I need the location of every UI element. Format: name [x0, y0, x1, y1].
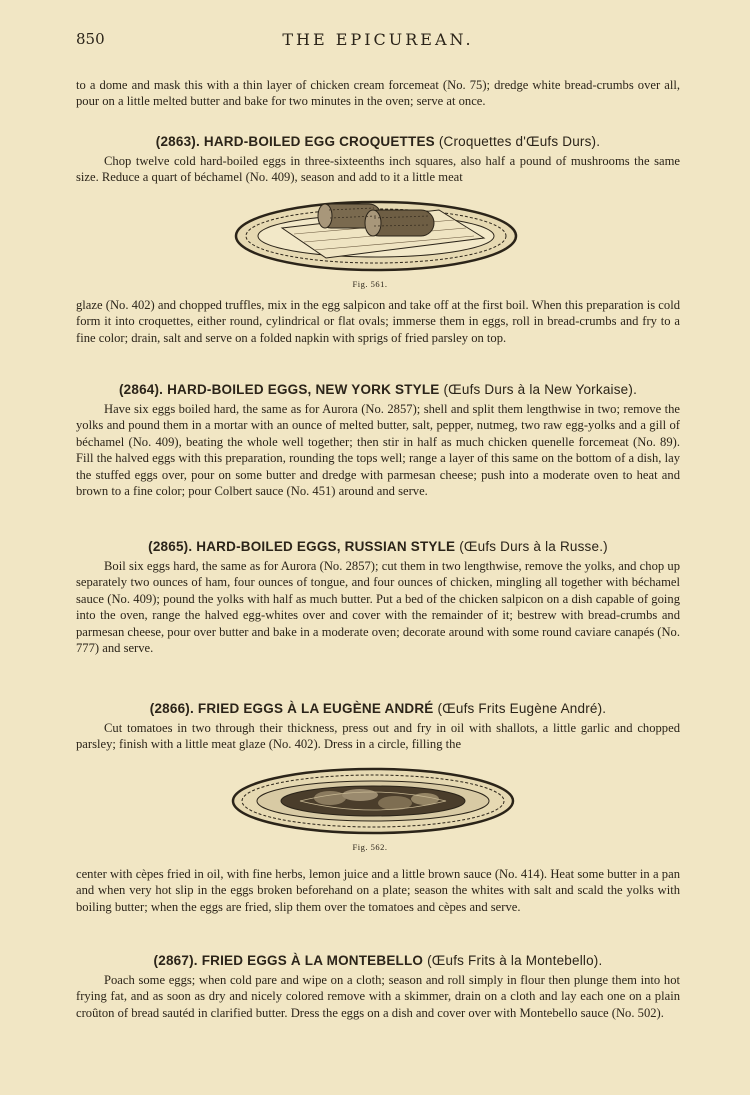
- recipe-number: (2865).: [148, 539, 193, 554]
- recipe-2866-continued: [76, 866, 680, 915]
- recipe-heading: [76, 952, 680, 970]
- recipe-heading: [76, 381, 680, 399]
- recipe-french-title: (Œufs Durs à la Russe.): [459, 539, 608, 554]
- recipe-french-title: (Œufs Frits Eugène André).: [437, 701, 607, 716]
- recipe-text-after-figure: glaze (No. 402) and chopped truffles, mix in the egg salpicon and take off at the first boil. When this preparation is cold form it into croquettes, either round, cylindrical or flat ovals; immerse them in eggs, roll in bread-crumbs and fry to a fine color; drain, salt and serve on a folded napkin with sprigs of fried parsley on top.: [76, 298, 680, 345]
- eggs-tomatoes-platter-illustration: [230, 765, 520, 841]
- recipe-text: Have six eggs boiled hard, the same as for Aurora (No. 2857); shell and split them lengthwise in two; remove the yolks and pound them in a mortar with an ounce of melted butter, salt, pepper, nutmeg, two raw egg-yolks and a gill of béchamel (No. 409), beating the whole well together; then stir in half as much chicken quenelle forcemeat (No. 89). Fill the halved eggs with this preparation, rounding the tops well; range a layer of this same on the bottom of a dish, lay the stuffed eggs over, pour on some butter and dredge with parmesan cheese; push into a moderate oven to heat and brown to a fine color; pour Colbert sauce (No. 451) around and serve.: [76, 402, 680, 499]
- page-number: 850: [76, 30, 105, 48]
- recipe-2863-continued: [76, 297, 680, 346]
- recipe-title: HARD-BOILED EGGS, RUSSIAN STYLE: [196, 539, 456, 554]
- croquettes-platter-illustration: [234, 198, 524, 282]
- recipe-2865: [76, 538, 680, 656]
- figure-caption: Fig. 562.: [352, 842, 388, 852]
- recipe-number: (2866).: [149, 701, 194, 716]
- figure-caption: Fig. 561.: [352, 279, 388, 289]
- recipe-text: Boil six eggs hard, the same as for Aurora (No. 2857); cut them in two lengthwise, remove the yolks, and chop up separately two ounces of ham, four ounces of tongue, and four ounces of chicken, mingling all together with béchamel sauce (No. 409); pound the yolks with half as much butter. Put a bed of the chicken salpicon on a dish capable of going into the oven, range the halved egg-whites over and cover with the remainder of it; bestrew with bread-crumbs and parmesan cheese, pour over butter and bake in a moderate oven; decorate around with some round caviare canapés (No. 777) and serve.: [76, 559, 680, 656]
- recipe-2866: [76, 700, 680, 753]
- recipe-title: HARD-BOILED EGGS, NEW YORK STYLE: [167, 382, 440, 397]
- recipe-text-before-figure: Chop twelve cold hard-boiled eggs in three-sixteenths inch squares, also half a pound of mushrooms the same size. Reduce a quart of béchamel (No. 409), season and add to it a little meat: [76, 154, 680, 185]
- recipe-heading: [76, 700, 680, 718]
- recipe-title: FRIED EGGS À LA EUGÈNE ANDRÉ: [197, 701, 434, 716]
- recipe-french-title: (Œufs Frits à la Montebello).: [427, 953, 603, 968]
- recipe-2863: [76, 133, 680, 186]
- recipe-number: (2863).: [155, 134, 200, 149]
- recipe-title: FRIED EGGS À LA MONTEBELLO: [201, 953, 424, 968]
- recipe-2864: [76, 381, 680, 499]
- recipe-french-title: (Croquettes d'Œufs Durs).: [438, 134, 601, 149]
- recipe-french-title: (Œufs Durs à la New Yorkaise).: [443, 382, 638, 397]
- recipe-heading: [76, 133, 680, 151]
- intro-block: [76, 77, 680, 110]
- running-head: [76, 30, 680, 52]
- recipe-text: Poach some eggs; when cold pare and wipe on a cloth; season and roll simply in flour then plunge them into hot frying fat, and as soon as dry and nicely colored remove with a skimmer, drain on a cloth and lay each one on a plain croûton of bread sautéd in clarified butter. Dress the eggs on a dish and cover over with Montebello sauce (No. 502).: [76, 973, 680, 1020]
- intro-paragraph: to a dome and mask this with a thin layer of chicken cream forcemeat (No. 75); dredge white bread-crumbs over all, pour on a little melted butter and bake for two minutes in the oven; serve at once.: [76, 78, 680, 109]
- recipe-number: (2864).: [118, 382, 164, 397]
- recipe-number: (2867).: [153, 953, 198, 968]
- recipe-text-before-figure: Cut tomatoes in two through their thickness, press out and fry in oil with shallots, a little garlic and chopped parsley; finish with a little meat glaze (No. 402). Dress in a circle, filling the: [76, 721, 680, 752]
- recipe-text-after-figure: center with cèpes fried in oil, with fine herbs, lemon juice and a little brown sauce (No. 414). Heat some butter in a pan and when very hot slip in the eggs broken beforehand on a plate; season the whites with salt and scald the yolks with boiling butter; when the eggs are fried, slip them over the tomatoes and cèpes and serve.: [76, 867, 680, 914]
- recipe-2867: [76, 952, 680, 1021]
- recipe-title: HARD-BOILED EGG CROQUETTES: [203, 134, 435, 149]
- recipe-heading: [76, 538, 680, 556]
- running-title: THE EPICUREAN.: [282, 30, 474, 49]
